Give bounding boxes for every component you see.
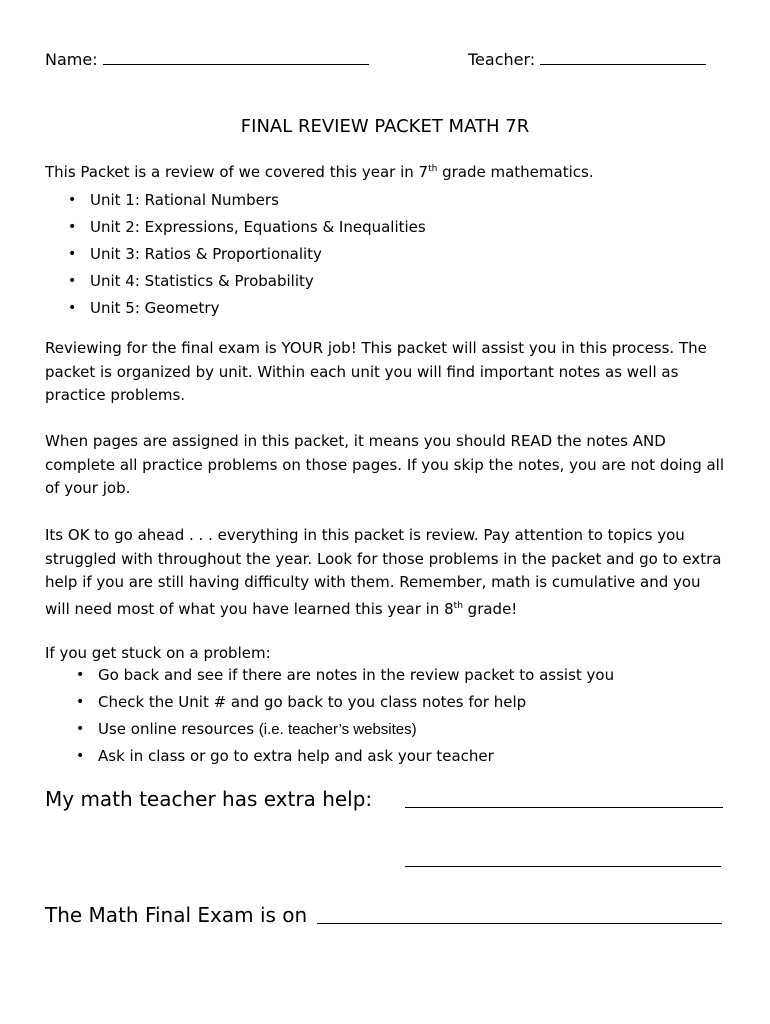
extra-help-blank-1[interactable]: [405, 807, 723, 808]
list-item: • Use online resources (i.e. teacher’s websites): [98, 718, 614, 745]
name-label: Name:: [45, 50, 103, 69]
name-field: [45, 50, 369, 69]
teacher-label: Teacher:: [468, 50, 541, 69]
paragraph-review-job: Reviewing for the final exam is YOUR job! This packet will assist you in this process. The packet is organized by unit. Within each unit you will find important notes as well as practice problems.: [45, 339, 707, 404]
list-item: • Ask in class or go to extra help and ask your teacher: [98, 745, 614, 772]
list-item: • Go back and see if there are notes in the review packet to assist you: [98, 664, 614, 691]
extra-help-blank-2[interactable]: [405, 866, 721, 867]
list-item: • Check the Unit # and go back to you class notes for help: [98, 691, 614, 718]
final-exam-label: The Math Final Exam is on: [45, 903, 308, 927]
paragraph-go-ahead: Its OK to go ahead . . . everything in this packet is review. Pay attention to topics you struggled with throughout the year. Look for those problems in the packet and go to extra help if you are still having difficulty with them. Remember, math is cumulative and you will need most of what you have learned this year in 8th grade!: [45, 526, 722, 618]
extra-help-label: My math teacher has extra help:: [45, 787, 373, 811]
stuck-list: [45, 664, 614, 772]
teacher-field: [468, 50, 706, 69]
list-item: • Unit 4: Statistics & Probability: [90, 270, 426, 297]
name-blank[interactable]: [103, 50, 369, 65]
unit-list: [45, 189, 426, 324]
list-item: • Unit 5: Geometry: [90, 297, 426, 324]
stuck-heading: If you get stuck on a problem:: [45, 644, 271, 662]
intro-text: This Packet is a review of we covered this year in 7th grade mathematics.: [45, 163, 594, 181]
list-item: • Unit 2: Expressions, Equations & Inequalities: [90, 216, 426, 243]
list-item: • Unit 1: Rational Numbers: [90, 189, 426, 216]
paragraph-assigned-pages: When pages are assigned in this packet, it means you should READ the notes AND complete all practice problems on those pages. If you skip the notes, you are not doing all of your job.: [45, 432, 725, 497]
list-item: • Unit 3: Ratios & Proportionality: [90, 243, 426, 270]
final-exam-date-blank[interactable]: [317, 923, 722, 924]
teacher-blank[interactable]: [540, 50, 706, 65]
page-title: FINAL REVIEW PACKET MATH 7R: [240, 116, 530, 137]
